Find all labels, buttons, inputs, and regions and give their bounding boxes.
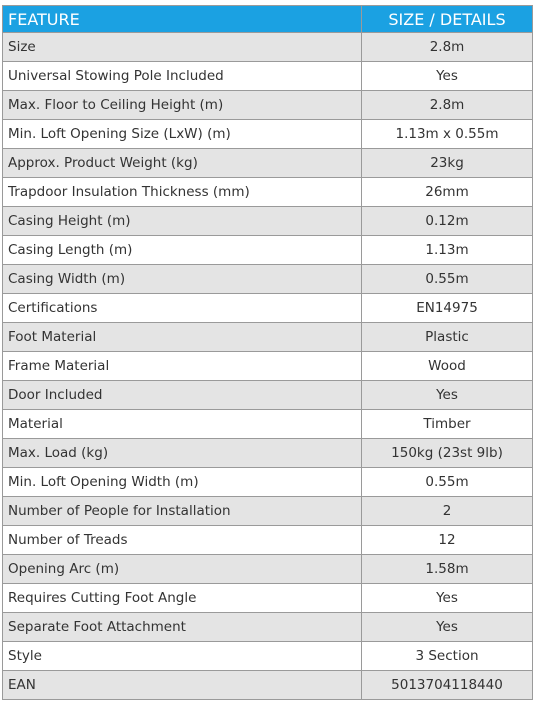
feature-cell: Requires Cutting Foot Angle (3, 584, 362, 613)
feature-cell: Foot Material (3, 323, 362, 352)
table-row (3, 236, 533, 265)
feature-cell: Trapdoor Insulation Thickness (mm) (3, 178, 362, 207)
feature-cell: Casing Height (m) (3, 207, 362, 236)
table-row (3, 178, 533, 207)
detail-cell: 2.8m (362, 33, 533, 62)
detail-cell: Yes (362, 62, 533, 91)
table-row (3, 468, 533, 497)
detail-cell: 1.13m (362, 236, 533, 265)
detail-cell: Yes (362, 381, 533, 410)
detail-cell: 0.55m (362, 468, 533, 497)
feature-cell: Opening Arc (m) (3, 555, 362, 584)
table-row (3, 265, 533, 294)
feature-cell: Universal Stowing Pole Included (3, 62, 362, 91)
feature-cell: Max. Load (kg) (3, 439, 362, 468)
table-row (3, 149, 533, 178)
table-row (3, 294, 533, 323)
feature-cell: Material (3, 410, 362, 439)
detail-cell: 5013704118440 (362, 671, 533, 700)
detail-cell: Timber (362, 410, 533, 439)
table-row (3, 642, 533, 671)
detail-cell: 3 Section (362, 642, 533, 671)
detail-cell: 0.55m (362, 265, 533, 294)
table-row (3, 439, 533, 468)
table-row (3, 555, 533, 584)
feature-column-header: FEATURE (3, 6, 362, 33)
feature-cell: Size (3, 33, 362, 62)
feature-cell: Door Included (3, 381, 362, 410)
detail-cell: 1.13m x 0.55m (362, 120, 533, 149)
feature-cell: Max. Floor to Ceiling Height (m) (3, 91, 362, 120)
detail-cell: EN14975 (362, 294, 533, 323)
spec-table (2, 5, 533, 700)
feature-cell: Frame Material (3, 352, 362, 381)
table-row (3, 526, 533, 555)
table-row (3, 497, 533, 526)
detail-cell: 12 (362, 526, 533, 555)
table-row (3, 671, 533, 700)
feature-cell: Casing Length (m) (3, 236, 362, 265)
detail-cell: 1.58m (362, 555, 533, 584)
table-row (3, 120, 533, 149)
detail-cell: Yes (362, 613, 533, 642)
feature-cell: Number of People for Installation (3, 497, 362, 526)
feature-cell: Casing Width (m) (3, 265, 362, 294)
feature-cell: Style (3, 642, 362, 671)
feature-cell: EAN (3, 671, 362, 700)
table-row (3, 62, 533, 91)
table-row (3, 91, 533, 120)
detail-cell: 23kg (362, 149, 533, 178)
detail-cell: Yes (362, 584, 533, 613)
feature-cell: Certifications (3, 294, 362, 323)
feature-cell: Approx. Product Weight (kg) (3, 149, 362, 178)
detail-cell: 2.8m (362, 91, 533, 120)
detail-cell: 0.12m (362, 207, 533, 236)
table-header-row (3, 6, 533, 33)
details-column-header: SIZE / DETAILS (362, 6, 533, 33)
table-row (3, 352, 533, 381)
table-row (3, 33, 533, 62)
feature-cell: Min. Loft Opening Width (m) (3, 468, 362, 497)
feature-cell: Separate Foot Attachment (3, 613, 362, 642)
table-row (3, 323, 533, 352)
feature-cell: Number of Treads (3, 526, 362, 555)
table-row (3, 584, 533, 613)
detail-cell: Wood (362, 352, 533, 381)
table-row (3, 381, 533, 410)
feature-cell: Min. Loft Opening Size (LxW) (m) (3, 120, 362, 149)
table-row (3, 410, 533, 439)
detail-cell: Plastic (362, 323, 533, 352)
table-row (3, 613, 533, 642)
table-row (3, 207, 533, 236)
detail-cell: 150kg (23st 9lb) (362, 439, 533, 468)
detail-cell: 26mm (362, 178, 533, 207)
detail-cell: 2 (362, 497, 533, 526)
